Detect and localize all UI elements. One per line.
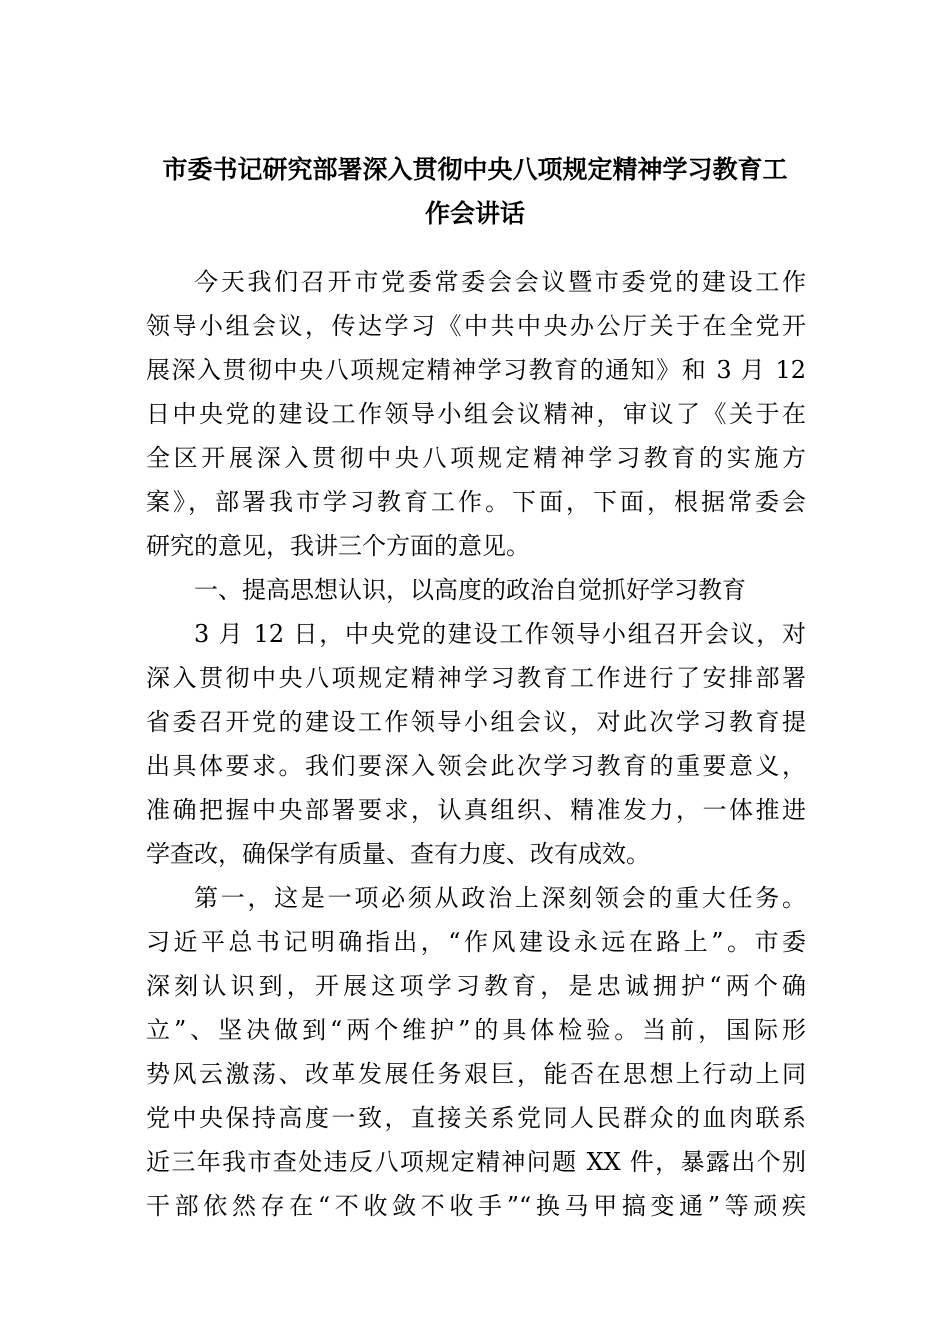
text-line: 日中央党的建设工作领导小组会议精神，审议了《关于在 — [146, 400, 806, 428]
text-line: 习近平总书记明确指出，“作风建设永远在路上”。市委 — [146, 928, 806, 956]
text-line: 今天我们召开市党委常委会会议暨市委党的建设工作 — [194, 268, 806, 296]
text-line: 3 月 12 日，中央党的建设工作领导小组召开会议，对 — [194, 620, 806, 648]
text-line: 势风云激荡、改革发展任务艰巨，能否在思想上行动上同 — [146, 1060, 806, 1088]
text-line: 近三年我市查处违反八项规定精神问题 XX 件，暴露出个别 — [146, 1148, 806, 1176]
text-line: 全区开展深入贯彻中央八项规定精神学习教育的实施方 — [146, 444, 806, 472]
text-line: 案》，部署我市学习教育工作。下面，下面，根据常委会 — [146, 488, 806, 516]
text-line: 研究的意见，我讲三个方面的意见。 — [146, 532, 530, 560]
text-line: 党中央保持高度一致，直接关系党同人民群众的血肉联系 — [146, 1104, 806, 1132]
section-heading: 一、提高思想认识，以高度的政治自觉抓好学习教育 — [194, 576, 746, 604]
text-line: 出具体要求。我们要深入领会此次学习教育的重要意义， — [146, 752, 806, 780]
text-line: 省委召开党的建设工作领导小组会议，对此次学习教育提 — [146, 708, 806, 736]
text-line: 深刻认识到，开展这项学习教育，是忠诚拥护“两个确 — [146, 972, 806, 1000]
text-line: 立”、坚决做到“两个维护”的具体检验。当前，国际形 — [146, 1016, 806, 1044]
document-title-line-2: 作会讲话 — [424, 199, 525, 228]
text-line: 领导小组会议，传达学习《中共中央办公厅关于在全党开 — [146, 312, 806, 340]
text-line: 准确把握中央部署要求，认真组织、精准发力，一体推进 — [146, 796, 806, 824]
document-title-line-1: 市委书记研究部署深入贯彻中央八项规定精神学习教育工 — [162, 155, 788, 184]
text-line: 第一，这是一项必须从政治上深刻领会的重大任务。 — [194, 884, 806, 912]
text-line: 学查改，确保学有质量、查有力度、改有成效。 — [146, 840, 650, 868]
text-line: 干部依然存在“不收敛不收手”“换马甲搞变通”等顽疾 — [146, 1192, 806, 1220]
text-line: 深入贯彻中央八项规定精神学习教育工作进行了安排部署 — [146, 664, 806, 692]
text-line: 展深入贯彻中央八项规定精神学习教育的通知》和 3 月 12 — [146, 356, 806, 384]
